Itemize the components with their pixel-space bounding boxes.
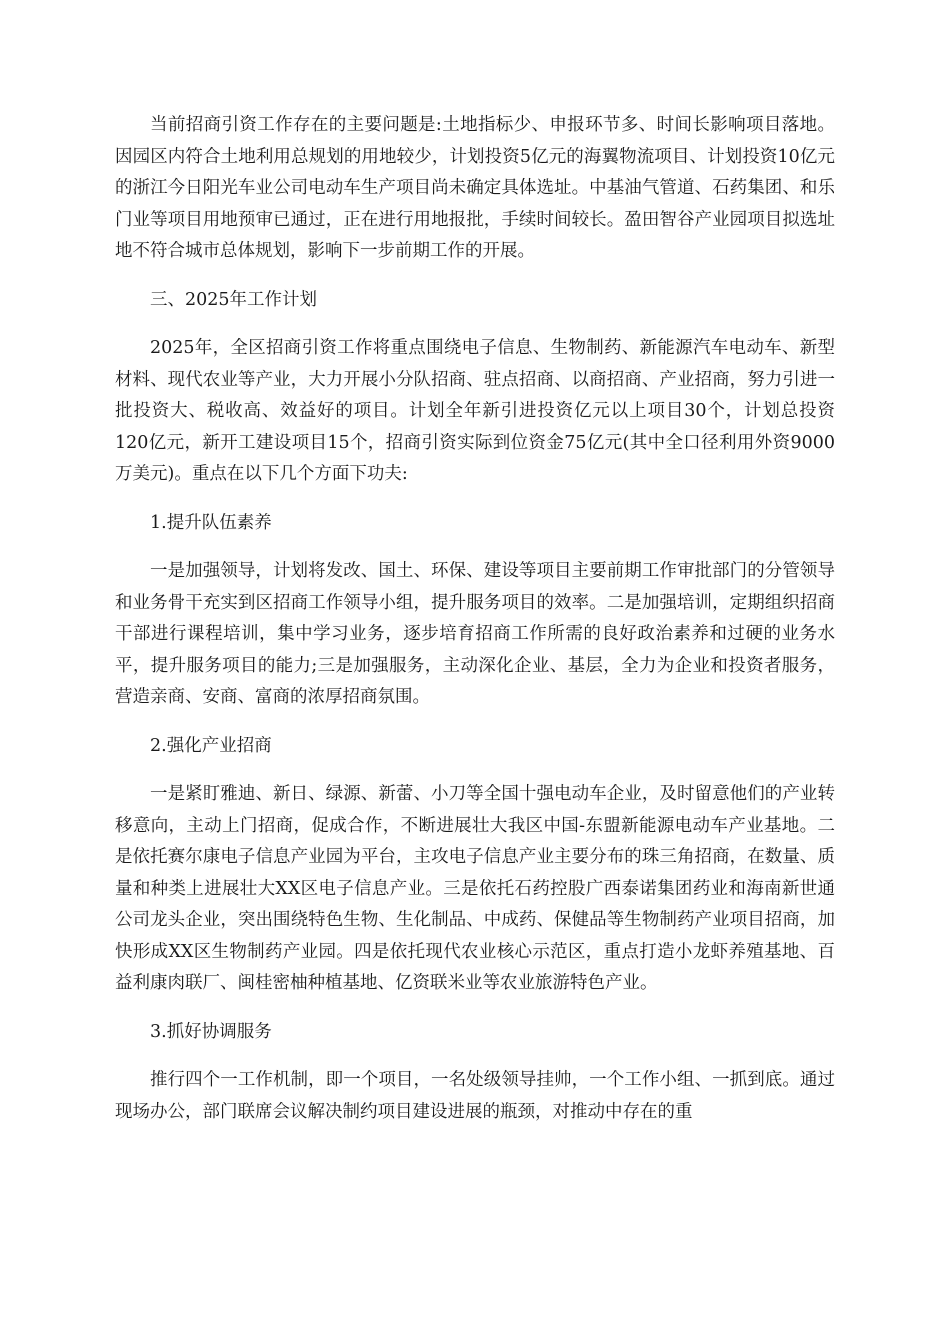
paragraph-gap [115,1000,835,1017]
subheading-industry: 2.强化产业招商 [150,735,272,756]
paragraph-gap [115,491,835,508]
subheading-team: 1.提升队伍素养 [150,512,272,533]
paragraph-team: 一是加强领导，计划将发改、国土、环保、建设等项目主要前期工作审批部门的分管领导和业务骨干充实到区招商工作领导小组，提升服务项目的效率。二是加强培训，定期组织招商干部进行课程培训，集中学习业务，逐步培育招商工作所需的良好政治素养和过硬的业务水平，提升服务项目的能力;三是加强服务，主动深化企业、基层，全力为企业和投资者服务，营造亲商、安商、富商的浓厚招商氛围。 [115,561,835,707]
subheading-coordination: 3.抓好协调服务 [150,1021,272,1042]
paragraph-plan-overview: 2025年，全区招商引资工作将重点围绕电子信息、生物制药、新能源汽车电动车、新型材料、现代农业等产业，大力开展小分队招商、驻点招商、以商招商、产业招商，努力引进一批投资大、税收高、效益好的项目。计划全年新引进投资亿元以上项目30个，计划总投资120亿元，新开工建设项目15个，招商引资实际到位资金75亿元(其中全口径利用外资9000万美元)。重点在以下几个方面下功夫: [115,338,835,484]
paragraph-gap [115,316,835,333]
paragraph-problems: 当前招商引资工作存在的主要问题是:土地指标少、申报环节多、时间长影响项目落地。因园区内符合土地利用总规划的用地较少，计划投资5亿元的海翼物流项目、计划投资10亿元的浙江今日阳光车业公司电动车生产项目尚未确定具体选址。中基油气管道、石药集团、和乐门业等项目用地预审已通过，正在进行用地报批，手续时间较长。盈田智谷产业园项目拟选址地不符合城市总体规划，影响下一步前期工作的开展。 [115,115,835,261]
paragraph-gap [115,714,835,731]
paragraph-gap [115,268,835,285]
section-heading-work-plan: 三、2025年工作计划 [150,289,318,310]
paragraph-industry: 一是紧盯雅迪、新日、绿源、新蕾、小刀等全国十强电动车企业，及时留意他们的产业转移意向，主动上门招商，促成合作，不断进展壮大我区中国-东盟新能源电动车产业基地。二是依托赛尔康电子信息产业园为平台，主攻电子信息产业主要分布的珠三角招商，在数量、质量和种类上进展壮大XX区电子信息产业。三是依托石药控股广西泰诺集团药业和海南新世通公司龙头企业，突出围绕特色生物、生化制品、中成药、保健品等生物制药产业项目招商，加快形成XX区生物制药产业园。四是依托现代农业核心示范区，重点打造小龙虾养殖基地、百益利康肉联厂、闽桂密柚种植基地、亿资联米业等农业旅游特色产业。 [115,784,835,993]
paragraph-gap [115,1048,835,1065]
paragraph-coordination: 推行四个一工作机制，即一个项目，一名处级领导挂帅，一个工作小组、一抓到底。通过现场办公，部门联席会议解决制约项目建设进展的瓶颈，对推动中存在的重 [115,1070,835,1122]
paragraph-gap [115,762,835,779]
paragraph-gap [115,539,835,556]
document-body [115,110,835,1128]
